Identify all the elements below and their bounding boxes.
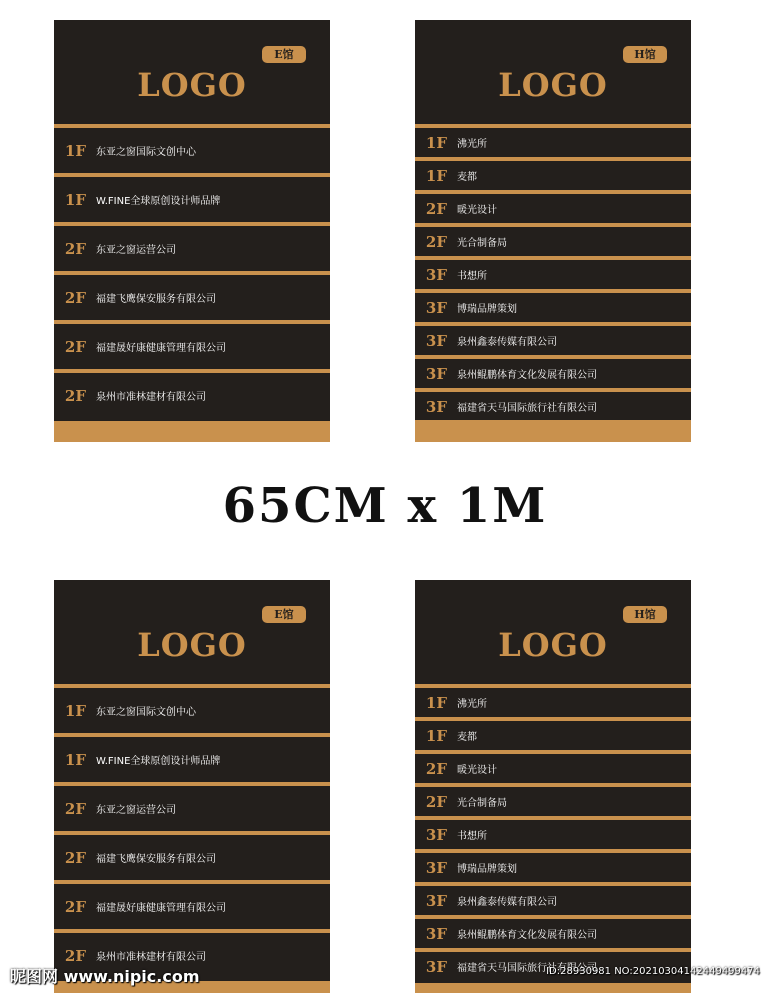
floor-label: 2F <box>425 199 447 218</box>
directory-row <box>415 293 691 322</box>
floor-label: 1F <box>64 141 86 160</box>
directory-board-e-top <box>54 20 330 442</box>
tenant-name: 泉州鑫泰传媒有限公司 <box>457 897 557 908</box>
tenant-name: 福建省天马国际旅行社有限公司 <box>457 403 597 414</box>
floor-label: 3F <box>425 397 447 416</box>
directory-row <box>54 275 330 320</box>
tenant-name: 麦都 <box>457 172 477 183</box>
tenant-name: 福建飞鹰保安服务有限公司 <box>96 854 216 865</box>
tenant-name: 泉州市准林建材有限公司 <box>96 392 206 403</box>
floor-label: 2F <box>64 288 86 307</box>
directory-row <box>415 326 691 355</box>
floor-label: 2F <box>64 386 86 405</box>
floor-label: 3F <box>425 858 447 877</box>
tenant-name: 光合制备局 <box>457 238 507 249</box>
tenant-name: W.FINE全球原创设计师品牌 <box>96 196 221 207</box>
floor-label: 3F <box>425 825 447 844</box>
board-header <box>54 580 330 684</box>
directory-row <box>54 737 330 782</box>
directory-row <box>415 820 691 849</box>
floor-label: 3F <box>425 891 447 910</box>
floor-label: 1F <box>64 701 86 720</box>
floor-label: 1F <box>425 133 447 152</box>
directory-board-h-bottom <box>415 580 691 993</box>
directory-row <box>415 853 691 882</box>
floor-label: 3F <box>425 298 447 317</box>
floor-label: 2F <box>64 848 86 867</box>
directory-row <box>54 688 330 733</box>
directory-row <box>54 884 330 929</box>
tenant-name: 泉州鑫泰传媒有限公司 <box>457 337 557 348</box>
tenant-name: 东亚之窗运营公司 <box>96 245 176 256</box>
tenant-name: 福建晟好康健康管理有限公司 <box>96 903 226 914</box>
tenant-name: 泉州鲲鹏体育文化发展有限公司 <box>457 930 597 941</box>
tenant-name: 沸光所 <box>457 139 487 150</box>
directory-row <box>54 177 330 222</box>
floor-label: 3F <box>425 924 447 943</box>
floor-label: 2F <box>425 759 447 778</box>
floor-label: 1F <box>64 750 86 769</box>
logo-text: LOGO <box>498 66 608 104</box>
floor-label: 1F <box>425 166 447 185</box>
tenant-name: 麦都 <box>457 732 477 743</box>
floor-label: 2F <box>425 232 447 251</box>
directory-row <box>54 226 330 271</box>
floor-label: 3F <box>425 265 447 284</box>
board-footer <box>415 983 691 993</box>
directory-row <box>415 787 691 816</box>
floor-label: 1F <box>64 190 86 209</box>
tenant-name: 书想所 <box>457 831 487 842</box>
directory-row <box>415 128 691 157</box>
directory-row <box>415 886 691 915</box>
directory-row <box>415 392 691 421</box>
watermark-id: ID:28930981 NO:20210304142449499474 <box>546 966 760 977</box>
tenant-name: 暖光设计 <box>457 205 497 216</box>
directory-row <box>415 688 691 717</box>
directory-row <box>415 919 691 948</box>
tenant-name: 福建晟好康健康管理有限公司 <box>96 343 226 354</box>
tenant-name: 东亚之窗运营公司 <box>96 805 176 816</box>
directory-row <box>54 324 330 369</box>
directory-row <box>415 754 691 783</box>
floor-label: 1F <box>425 726 447 745</box>
board-footer <box>415 420 691 442</box>
tenant-name: 沸光所 <box>457 699 487 710</box>
hall-badge: H馆 <box>623 46 667 63</box>
directory-row <box>54 128 330 173</box>
directory-row <box>415 260 691 289</box>
directory-board-h-top <box>415 20 691 442</box>
board-header <box>415 580 691 684</box>
floor-label: 2F <box>64 897 86 916</box>
directory-board-e-bottom <box>54 580 330 993</box>
floor-label: 3F <box>425 957 447 976</box>
tenant-name: 泉州鲲鹏体育文化发展有限公司 <box>457 370 597 381</box>
tenant-name: 东亚之窗国际文创中心 <box>96 707 196 718</box>
directory-row <box>54 835 330 880</box>
directory-row <box>54 786 330 831</box>
tenant-name: 光合制备局 <box>457 798 507 809</box>
directory-row <box>415 359 691 388</box>
floor-label: 2F <box>64 799 86 818</box>
floor-label: 3F <box>425 364 447 383</box>
tenant-name: 博瑞品牌策划 <box>457 864 517 875</box>
floor-label: 1F <box>425 693 447 712</box>
tenant-name: W.FINE全球原创设计师品牌 <box>96 756 221 767</box>
floor-label: 2F <box>425 792 447 811</box>
floor-label: 2F <box>64 946 86 965</box>
tenant-name: 暖光设计 <box>457 765 497 776</box>
hall-badge: E馆 <box>262 606 306 623</box>
directory-row <box>415 194 691 223</box>
size-label: 65CM x 1M <box>222 478 548 534</box>
logo-text: LOGO <box>137 626 247 664</box>
directory-row <box>415 227 691 256</box>
hall-badge: H馆 <box>623 606 667 623</box>
board-header <box>54 20 330 124</box>
directory-row <box>54 373 330 418</box>
tenant-name: 福建省天马国际旅行社有限公司 <box>457 963 597 974</box>
hall-badge: E馆 <box>262 46 306 63</box>
tenant-name: 东亚之窗国际文创中心 <box>96 147 196 158</box>
watermark-site: 昵图网 www.nipic.com <box>10 967 200 986</box>
directory-row <box>415 161 691 190</box>
floor-label: 2F <box>64 337 86 356</box>
directory-row <box>415 721 691 750</box>
floor-label: 3F <box>425 331 447 350</box>
tenant-name: 博瑞品牌策划 <box>457 304 517 315</box>
tenant-name: 泉州市准林建材有限公司 <box>96 952 206 963</box>
board-header <box>415 20 691 124</box>
logo-text: LOGO <box>137 66 247 104</box>
tenant-name: 书想所 <box>457 271 487 282</box>
floor-label: 2F <box>64 239 86 258</box>
board-footer <box>54 421 330 442</box>
logo-text: LOGO <box>498 626 608 664</box>
tenant-name: 福建飞鹰保安服务有限公司 <box>96 294 216 305</box>
